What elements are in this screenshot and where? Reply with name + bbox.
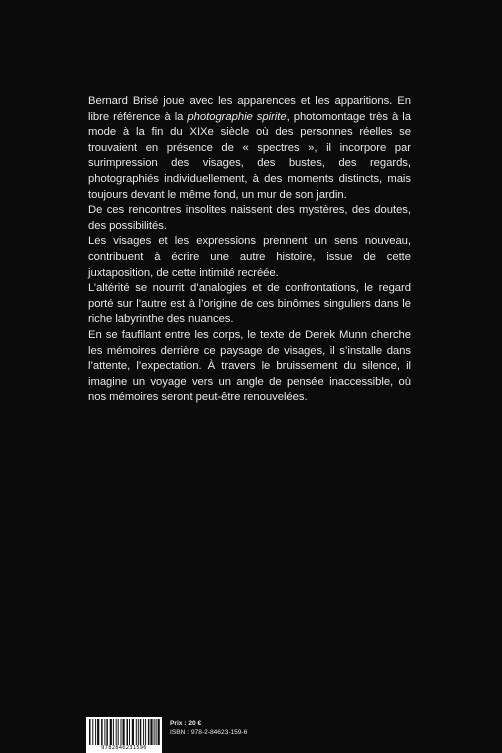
paragraph — [88, 328, 411, 406]
italic-text: photographie spirite — [187, 110, 287, 123]
barcode-bar — [132, 719, 134, 745]
barcode-bar — [154, 719, 155, 745]
barcode-bar — [92, 719, 93, 745]
paragraph-text: En se faufilant entre les corps, le texte de Derek Munn cherche les mémoires derrière ce paysage de visages, il s’installe dans l’attente, l’expectation. À travers le bruissement du silence, il imagine un voyage vers un angle de pensée inaccessible, où nos mémoires seront peut-être renouvelées. — [88, 328, 411, 404]
paragraph — [88, 94, 411, 203]
barcode-bar — [136, 719, 137, 745]
price-info — [170, 719, 247, 737]
barcode-bar — [104, 719, 105, 745]
barcode-bar — [89, 719, 91, 745]
barcode-bar — [123, 719, 125, 745]
barcode-bar — [148, 719, 150, 745]
barcode-bar — [110, 719, 112, 745]
barcode-bar — [116, 719, 117, 745]
isbn-label: ISBN : 978-2-84623-159-6 — [170, 729, 248, 736]
barcode-bar — [158, 719, 160, 745]
barcode-bar — [97, 719, 99, 745]
barcode-bar — [143, 719, 144, 745]
paragraph-text: , photomontage très à la mode à la fin du XIXe siècle où des personnes réelles se trouvaient en présence de « spectres », il incorpore par surimpression des visages, des bustes, des regards, photographiés individuellement, à des moments distincts, mais toujours devant le même fond, un mur de son jardin. — [88, 110, 411, 201]
barcode-bar — [156, 719, 157, 745]
paragraph — [88, 281, 411, 328]
price-label: Prix : 20 € — [170, 720, 202, 727]
barcode-bar — [138, 719, 139, 745]
barcode-bar — [150, 719, 152, 745]
barcode-bar — [140, 719, 142, 745]
barcode-bar — [127, 719, 129, 745]
paragraph-text: L’altérité se nourrit d’analogies et de confrontations, le regard porté sur l’autre est à l’origine de ces binômes singuliers dans le riche labyrinthe des nuances. — [88, 282, 411, 326]
paragraph — [88, 234, 411, 281]
barcode-bar — [106, 719, 108, 745]
paragraph — [88, 203, 411, 234]
barcode-number: 9782846231596 — [86, 745, 162, 752]
paragraph-text: De ces rencontres insolites naissent des mystères, des doutes, des possibilités. — [88, 204, 411, 232]
barcode-bar — [145, 719, 146, 745]
barcode-bar — [121, 719, 122, 745]
barcode-bars — [86, 717, 162, 745]
back-cover-text — [88, 94, 411, 406]
barcode-bar — [129, 719, 130, 745]
barcode — [86, 717, 162, 753]
barcode-bar — [113, 719, 114, 745]
paragraph-text: Les visages et les expressions prennent un sens nouveau, contribuent à écrire une autre histoire, issue de cette juxtaposition, de cette intimité recréée. — [88, 235, 411, 279]
paragraph-text: Bernard Brisé joue avec les apparences et les apparitions. En libre référence à la — [88, 95, 411, 123]
barcode-bar — [101, 719, 103, 745]
barcode-bar — [118, 719, 119, 745]
barcode-bar — [95, 719, 96, 745]
